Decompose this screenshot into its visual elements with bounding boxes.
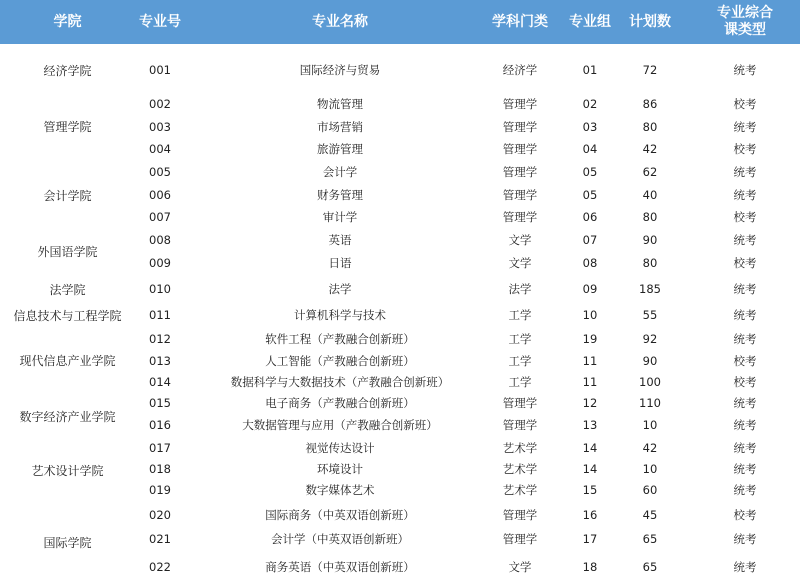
cell-exam-type: 统考 xyxy=(733,483,757,497)
cell-exam-type: 统考 xyxy=(733,532,757,546)
cell-category: 工学 xyxy=(508,375,532,389)
cell-exam-type: 统考 xyxy=(733,441,757,455)
cell-exam-type: 统考 xyxy=(733,332,757,346)
cell-name: 国际经济与贸易 xyxy=(299,63,381,77)
college-foreign-languages: 外国语学院 xyxy=(37,245,98,259)
cell-name: 软件工程（产教融合创新班） xyxy=(265,332,415,346)
cell-group: 01 xyxy=(582,63,598,77)
cell-name: 数字媒体艺术 xyxy=(305,483,375,497)
cell-name: 法学 xyxy=(328,282,352,296)
table-row xyxy=(0,392,800,414)
cell-plan: 45 xyxy=(642,508,658,522)
table-row xyxy=(0,252,800,274)
cell-plan: 90 xyxy=(642,354,658,368)
cell-category: 文学 xyxy=(508,233,532,247)
cell-code: 004 xyxy=(149,142,171,156)
cell-code: 010 xyxy=(149,282,171,296)
cell-plan: 65 xyxy=(642,560,658,574)
cell-exam-type: 校考 xyxy=(733,508,757,522)
cell-name: 环境设计 xyxy=(317,462,363,476)
header-exam-type: 专业综合课类型 xyxy=(717,5,773,38)
cell-name: 会计学 xyxy=(322,165,358,179)
college-it-engineering: 信息技术与工程学院 xyxy=(13,308,122,323)
table-row xyxy=(0,458,800,480)
cell-code: 011 xyxy=(149,308,171,322)
cell-exam-type: 统考 xyxy=(733,63,757,77)
cell-plan: 80 xyxy=(642,120,658,134)
table-row xyxy=(0,414,800,436)
cell-group: 07 xyxy=(582,233,598,247)
cell-name: 审计学 xyxy=(322,210,358,224)
cell-category: 工学 xyxy=(508,354,532,368)
table-header xyxy=(0,0,800,44)
cell-name: 数据科学与大数据技术（产教融合创新班） xyxy=(230,375,450,389)
cell-plan: 10 xyxy=(642,462,658,476)
cell-code: 002 xyxy=(149,97,171,111)
cell-category: 管理学 xyxy=(502,418,538,432)
cell-code: 007 xyxy=(149,210,171,224)
cell-group: 11 xyxy=(582,375,598,389)
cell-exam-type: 统考 xyxy=(733,462,757,476)
college-international: 国际学院 xyxy=(43,535,92,550)
college-management: 管理学院 xyxy=(43,119,92,134)
table-row xyxy=(0,229,800,251)
cell-name: 物流管理 xyxy=(317,97,363,111)
header-name: 专业名称 xyxy=(312,13,368,30)
cell-plan: 90 xyxy=(642,233,658,247)
header-code: 专业号 xyxy=(139,13,181,30)
table-row xyxy=(0,350,800,372)
cell-name: 计算机科学与技术 xyxy=(294,308,386,322)
cell-code: 017 xyxy=(149,441,171,455)
cell-group: 08 xyxy=(582,256,598,270)
cell-plan: 185 xyxy=(639,282,661,296)
cell-exam-type: 统考 xyxy=(733,120,757,134)
cell-plan: 42 xyxy=(642,142,658,156)
cell-category: 管理学 xyxy=(502,120,538,134)
cell-group: 15 xyxy=(582,483,598,497)
cell-category: 管理学 xyxy=(502,165,538,179)
cell-category: 文学 xyxy=(508,256,532,270)
cell-code: 020 xyxy=(149,508,171,522)
cell-plan: 80 xyxy=(642,256,658,270)
cell-name: 市场营销 xyxy=(317,120,363,134)
header-group: 专业组 xyxy=(569,13,611,30)
cell-plan: 55 xyxy=(642,308,658,322)
cell-exam-type: 统考 xyxy=(733,396,757,410)
cell-plan: 100 xyxy=(639,375,661,389)
cell-code: 006 xyxy=(149,188,171,202)
table-row xyxy=(0,304,800,326)
table-row xyxy=(0,93,800,115)
cell-category: 艺术学 xyxy=(502,483,538,497)
cell-group: 10 xyxy=(582,308,598,322)
cell-exam-type: 统考 xyxy=(733,188,757,202)
college-accounting: 会计学院 xyxy=(43,189,92,203)
cell-name: 视觉传达设计 xyxy=(305,441,375,455)
header-category: 学科门类 xyxy=(492,13,548,30)
cell-name: 英语 xyxy=(328,233,352,247)
cell-name: 财务管理 xyxy=(317,188,363,202)
cell-group: 03 xyxy=(582,120,598,134)
header-plan: 计划数 xyxy=(629,13,671,30)
cell-group: 14 xyxy=(582,462,598,476)
cell-category: 管理学 xyxy=(502,142,538,156)
cell-code: 008 xyxy=(149,233,171,247)
cell-plan: 62 xyxy=(642,165,658,179)
cell-category: 管理学 xyxy=(502,508,538,522)
cell-name: 国际商务（中英双语创新班） xyxy=(265,508,415,522)
cell-category: 管理学 xyxy=(502,532,538,546)
cell-plan: 60 xyxy=(642,483,658,497)
cell-plan: 40 xyxy=(642,188,658,202)
header-college: 学院 xyxy=(53,13,82,30)
cell-group: 19 xyxy=(582,332,598,346)
cell-exam-type: 统考 xyxy=(733,165,757,179)
cell-group: 04 xyxy=(582,142,598,156)
cell-category: 管理学 xyxy=(502,210,538,224)
table-row xyxy=(0,206,800,228)
table-row xyxy=(0,138,800,160)
cell-category: 艺术学 xyxy=(502,462,538,476)
table-row xyxy=(0,371,800,393)
cell-code: 005 xyxy=(149,165,171,179)
cell-category: 管理学 xyxy=(502,188,538,202)
cell-code: 003 xyxy=(149,120,171,134)
cell-category: 工学 xyxy=(508,308,532,322)
cell-group: 09 xyxy=(582,282,598,296)
cell-category: 经济学 xyxy=(502,63,538,77)
college-digital-economy: 数字经济产业学院 xyxy=(19,409,116,424)
cell-exam-type: 校考 xyxy=(733,354,757,368)
table-row xyxy=(0,479,800,501)
cell-code: 019 xyxy=(149,483,171,497)
cell-category: 工学 xyxy=(508,332,532,346)
college-modern-info-industry: 现代信息产业学院 xyxy=(19,353,116,368)
table-row xyxy=(0,184,800,206)
college-art-design: 艺术设计学院 xyxy=(31,463,104,478)
cell-exam-type: 统考 xyxy=(733,418,757,432)
cell-exam-type: 统考 xyxy=(733,282,757,296)
cell-exam-type: 校考 xyxy=(733,256,757,270)
cell-exam-type: 校考 xyxy=(733,375,757,389)
cell-name: 电子商务（产教融合创新班） xyxy=(265,396,415,410)
cell-name: 商务英语（中英双语创新班） xyxy=(265,560,415,574)
cell-group: 11 xyxy=(582,354,598,368)
cell-plan: 72 xyxy=(642,63,658,77)
cell-name: 大数据管理与应用（产教融合创新班） xyxy=(242,418,438,432)
cell-name: 旅游管理 xyxy=(317,142,363,156)
cell-plan: 110 xyxy=(639,396,661,410)
cell-plan: 80 xyxy=(642,210,658,224)
table-row xyxy=(0,437,800,459)
cell-exam-type: 统考 xyxy=(733,233,757,247)
cell-code: 018 xyxy=(149,462,171,476)
cell-group: 05 xyxy=(582,165,598,179)
cell-group: 16 xyxy=(582,508,598,522)
cell-code: 021 xyxy=(149,532,171,546)
college-law: 法学院 xyxy=(49,282,86,297)
cell-category: 管理学 xyxy=(502,396,538,410)
table-row xyxy=(0,328,800,350)
cell-plan: 86 xyxy=(642,97,658,111)
cell-name: 人工智能（产教融合创新班） xyxy=(265,354,415,368)
cell-code: 015 xyxy=(149,396,171,410)
cell-plan: 10 xyxy=(642,418,658,432)
cell-group: 06 xyxy=(582,210,598,224)
table-row xyxy=(0,116,800,138)
cell-plan: 65 xyxy=(642,532,658,546)
cell-plan: 92 xyxy=(642,332,658,346)
cell-category: 管理学 xyxy=(502,97,538,111)
college-economics: 经济学院 xyxy=(43,63,92,78)
cell-code: 016 xyxy=(149,418,171,432)
cell-exam-type: 统考 xyxy=(733,308,757,322)
table-row xyxy=(0,59,800,81)
cell-category: 法学 xyxy=(508,282,532,296)
table-row xyxy=(0,556,800,578)
cell-group: 02 xyxy=(582,97,598,111)
cell-group: 17 xyxy=(582,532,598,546)
cell-group: 18 xyxy=(582,560,598,574)
cell-plan: 42 xyxy=(642,441,658,455)
cell-category: 艺术学 xyxy=(502,441,538,455)
cell-exam-type: 统考 xyxy=(733,560,757,574)
cell-group: 12 xyxy=(582,396,598,410)
cell-name: 会计学（中英双语创新班） xyxy=(271,532,409,546)
table-row xyxy=(0,504,800,526)
cell-group: 14 xyxy=(582,441,598,455)
cell-group: 05 xyxy=(582,188,598,202)
table-row xyxy=(0,161,800,183)
cell-code: 022 xyxy=(149,560,171,574)
table-row xyxy=(0,528,800,550)
table-row xyxy=(0,278,800,300)
cell-code: 009 xyxy=(149,256,171,270)
cell-code: 001 xyxy=(149,63,171,77)
cell-exam-type: 校考 xyxy=(733,97,757,111)
cell-code: 014 xyxy=(149,375,171,389)
cell-code: 012 xyxy=(149,332,171,346)
cell-code: 013 xyxy=(149,354,171,368)
cell-name: 日语 xyxy=(328,256,352,270)
cell-group: 13 xyxy=(582,418,598,432)
cell-category: 文学 xyxy=(508,560,532,574)
cell-exam-type: 校考 xyxy=(733,210,757,224)
cell-exam-type: 校考 xyxy=(733,142,757,156)
